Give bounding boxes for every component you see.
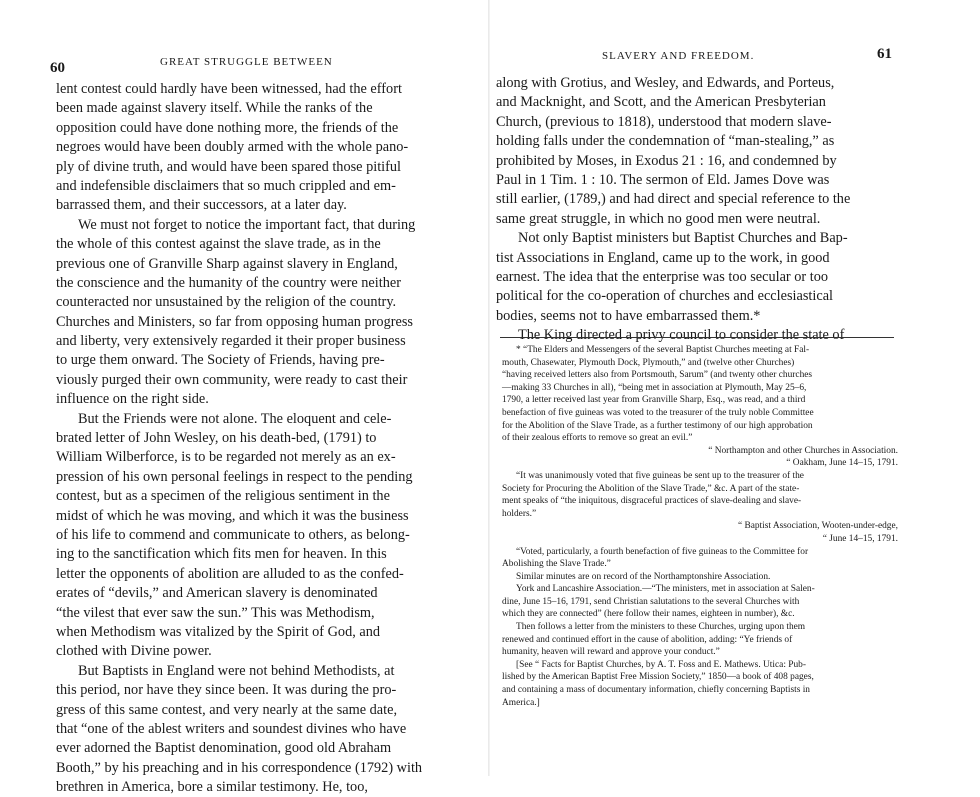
text-line: ever adorned the Baptist denomination, good old Abraham [56, 740, 392, 757]
text-line: been made against slavery itself. While the ranks of the [56, 100, 373, 117]
text-line: But the Friends were not alone. The eloquent and cele- [78, 410, 392, 427]
page-number: 60 [50, 60, 65, 76]
text-line: and Macknight, and Scott, and the American Presbyterian [496, 94, 826, 111]
footnote-line: humanity, heaven will reward and approve your conduct.” [502, 647, 720, 658]
footnote-line: “Voted, particularly, a fourth benefaction of five guineas to the Committee for [516, 546, 809, 557]
text-line: opposition could have done nothing more, the friends of the [56, 119, 399, 136]
footnote-line: “ Oakham, June 14–15, 1791. [786, 458, 898, 469]
text-line: to urge them onward. The Society of Friends, having pre- [56, 352, 385, 369]
text-line: that “one of the ablest writers and soundest divines who have [56, 720, 407, 737]
text-line: this period, nor have they since been. It was during the pro- [56, 682, 397, 699]
left-page [0, 0, 490, 796]
footnote-line: “having received letters also from Portsmouth, Sarum” (and twenty other churches [502, 370, 813, 381]
text-line: previous one of Granville Sharp against slavery in England, [56, 255, 398, 272]
right-page [490, 0, 980, 776]
footnote-line: 1790, a letter received last year from Granville Sharp, Esq., was read, and a third [502, 395, 806, 406]
text-line: “the vilest that ever saw the sun.” This was Methodism, [56, 604, 375, 621]
text-line: influence on the right side. [56, 391, 209, 408]
text-line: Booth,” by his preaching and in his correspondence (1792) with [56, 759, 423, 776]
text-line: pression of his own personal feelings in respect to the pending [56, 468, 413, 485]
footnote-line: Then follows a letter from the ministers to these Churches, urging upon them [516, 622, 806, 633]
footnote-line: “ Baptist Association, Wooten-under-edge, [737, 521, 898, 532]
footnote-line: “ Northampton and other Churches in Association. [708, 445, 898, 456]
text-line: and indefensible disclaimers that so much crippled and em- [56, 177, 396, 194]
text-line: clothed with Divine power. [56, 643, 212, 660]
text-line: the whole of this contest against the slave trade, as in the [56, 236, 381, 253]
text-line: the conscience and the humanity of the country were neither [56, 274, 401, 291]
text-line: contest, but as a specimen of the religious sentiment in the [56, 488, 390, 505]
left-body-text [56, 80, 470, 797]
footnote-line: Abolishing the Slave Trade.” [502, 559, 611, 570]
right-body-text [496, 74, 894, 345]
text-line: earnest. The idea that the enterprise was too secular or too [496, 268, 829, 285]
footnote-line: of their zealous efforts to remove so great an evil.” [502, 433, 693, 444]
text-line: holding falls under the condemnation of “man-stealing,” as [496, 133, 835, 150]
footnote-line: holders.” [502, 508, 537, 519]
footnote-line: Similar minutes are on record of the Northamptonshire Association. [516, 571, 771, 582]
text-line: political for the co-operation of churches and ecclesiastical [496, 288, 834, 305]
footnote-line: America.] [502, 697, 540, 708]
footnote-line: and containing a mass of documentary information, chiefly concerning Baptists in [502, 685, 810, 696]
footnote-line: ment speaks of “the iniquitous, disgraceful practices of slave-dealing and slave- [502, 496, 802, 507]
text-line: William Wilberforce, is to be regarded not merely as an ex- [56, 449, 396, 466]
text-line: tist Associations in England, came up to the work, in good [496, 249, 830, 266]
text-line: Not only Baptist ministers but Baptist Churches and Bap- [518, 230, 848, 247]
text-line: still earlier, (1789,) and had direct and special reference to the [496, 191, 851, 208]
footnote-rule [500, 337, 894, 338]
footnote-line: “It was unanimously voted that five guineas be sent up to the treasurer of the [516, 470, 804, 481]
page-number: 61 [877, 46, 892, 62]
text-line: ing to the sanctification which fits men for heaven. In this [56, 546, 387, 563]
footnote-line: York and Lancashire Association.—“The ministers, met in association at Salen- [516, 584, 815, 595]
footnote-line: —making 33 Churches in all), “being met in association at Plymouth, May 25–6, [502, 382, 807, 393]
footnote-line: dine, June 15–16, 1791, send Christian salutations to the several Churches with [502, 596, 800, 607]
text-line: The King directed a privy council to consider the state of [518, 327, 845, 344]
footnote-line: [See “ Facts for Baptist Churches, by A. T. Foss and E. Mathews. Utica: Pub- [516, 659, 806, 670]
running-title: GREAT STRUGGLE BETWEEN [160, 56, 333, 68]
text-line: and liberty, very extensively regarded it their proper business [56, 333, 406, 350]
footnote-line: benefaction of five guineas was voted to the treasurer of the truly noble Committee [502, 407, 814, 418]
text-line: Church, (previous to 1818), understood that modern slave- [496, 113, 832, 130]
text-line: Churches and Ministers, so far from opposing human progress [56, 313, 413, 330]
footnote-line: lished by the American Baptist Free Mission Society,” 1850—a book of 408 pages, [502, 672, 814, 683]
text-line: lent contest could hardly have been witnessed, had the effort [56, 81, 402, 97]
footnote-line: “ June 14–15, 1791. [822, 533, 898, 544]
footnote-line: mouth, Chasewater, Plymouth Dock, Plymouth,” and (twelve other Churches) [502, 357, 795, 368]
footnote-line: * “The Elders and Messengers of the several Baptist Churches meeting at Fal- [516, 345, 810, 355]
footnote-line: Society for Procuring the Abolition of the Slave Trade,” &c. A part of the state- [502, 483, 800, 494]
text-line: brated letter of John Wesley, on his death-bed, (1791) to [56, 430, 377, 447]
text-line: negroes would have been doubly armed with the whole pano- [56, 139, 409, 156]
text-line: viously purged their own community, were ready to cast their [56, 371, 408, 388]
text-line: counteracted nor unsustained by the religion of the country. [56, 294, 397, 311]
text-line: But Baptists in England were not behind Methodists, at [78, 662, 395, 679]
text-line: letter the opponents of abolition are alluded to as the confed- [56, 565, 404, 582]
text-line: prohibited by Moses, in Exodus 21 : 16, and condemned by [496, 152, 837, 169]
text-line: ply of divine truth, and would have been spared those pitiful [56, 158, 402, 175]
text-line: brethren in America, bore a similar testimony. He, too, [56, 779, 368, 796]
text-line: bodies, seems not to have embarrassed them.* [496, 307, 761, 324]
footnotes [502, 344, 898, 709]
text-line: gress of this same contest, and very nearly at the same date, [56, 701, 398, 718]
text-line: midst of which he was moving, and which it was the business [56, 507, 409, 524]
text-line: along with Grotius, and Wesley, and Edwards, and Porteus, [496, 75, 835, 91]
footnote-line: which they are connected” (here follow their names, eighteen in number), &c. [502, 609, 795, 620]
running-title: SLAVERY AND FREEDOM. [602, 50, 755, 62]
right-page-header [490, 44, 980, 74]
text-line: We must not forget to notice the important fact, that during [78, 216, 416, 233]
text-line: when Methodism was vitalized by the Spirit of God, and [56, 623, 381, 640]
text-line: Paul in 1 Tim. 1 : 10. The sermon of Eld. James Dove was [496, 171, 830, 188]
footnote-line: renewed and continued effort in the cause of abolition, adding: “Ye friends of [502, 634, 793, 645]
left-page-header [0, 44, 490, 74]
text-line: same great struggle, in which no good men were neutral. [496, 210, 821, 227]
text-line: erates of “devils,” and American slavery is denominated [56, 585, 378, 602]
footnote-line: for the Abolition of the Slave Trade, as a further testimony of our high approbation [502, 420, 813, 431]
text-line: of his life to commend and communicate to others, as belong- [56, 526, 410, 543]
text-line: barrassed them, and their successors, at a later day. [56, 197, 347, 214]
